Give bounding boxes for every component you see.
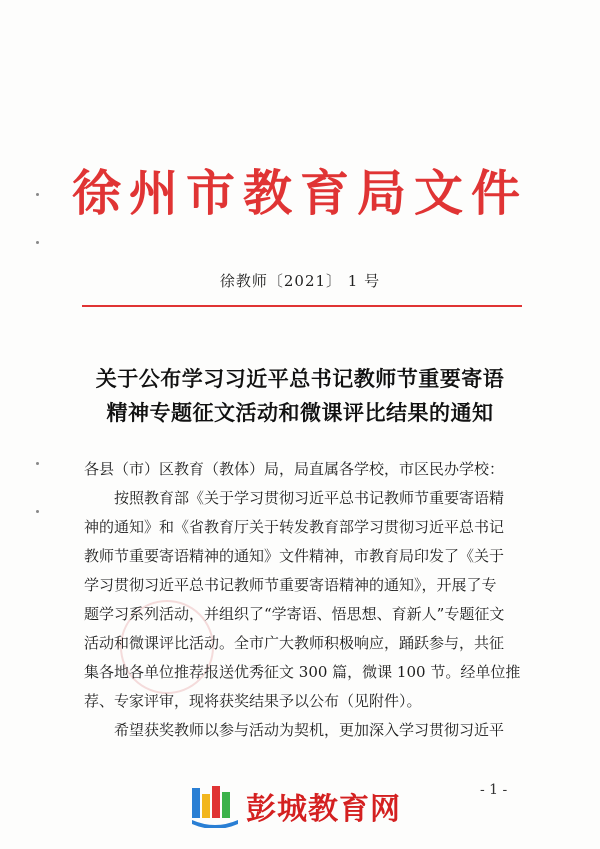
scan-speck bbox=[36, 462, 39, 465]
body-line: 教师节重要寄语精神的通知》文件精神，市教育局印发了《关于 bbox=[84, 547, 505, 565]
body-line: 题学习系列活动，并组织了“学寄语、悟思想、育新人”专题征文 bbox=[84, 605, 505, 623]
red-divider-line bbox=[82, 305, 522, 307]
page-number: - 1 - bbox=[480, 782, 508, 798]
body-line: 活动和微课评比活动。全市广大教师积极响应，踊跃参与，共征 bbox=[84, 634, 505, 652]
watermark-logo-text: 彭城教育网 bbox=[246, 792, 401, 827]
title-line-2: 精神专题征文活动和微课评比结果的通知 bbox=[106, 400, 494, 425]
body-line: 荐、专家评审，现将获奖结果予以公布（见附件）。 bbox=[84, 692, 422, 710]
scan-speck bbox=[36, 510, 39, 513]
body-line: 学习贯彻习近平总书记教师节重要寄语精神的通知》，开展了专 bbox=[84, 576, 497, 594]
book-logo-icon bbox=[190, 784, 240, 828]
document-title bbox=[0, 362, 600, 430]
body-paragraph-2: 希望获奖教师以参与活动为契机，更加深入学习贯彻习近平 bbox=[114, 721, 505, 739]
salutation: 各县（市）区教育（教体）局，局直属各学校，市区民办学校： bbox=[84, 460, 505, 478]
title-line-1: 关于公布学习习近平总书记教师节重要寄语 bbox=[95, 366, 505, 391]
site-watermark-logo bbox=[190, 780, 420, 832]
body-line: 神的通知》和《省教育厅关于转发教育部学习贯彻习近平总书记 bbox=[84, 518, 505, 536]
body-line: 集各地各单位推荐报送优秀征文 300 篇，微课 100 节。经单位推 bbox=[84, 663, 521, 681]
document-masthead: 徐州市教育局文件 bbox=[71, 164, 528, 222]
document-body bbox=[84, 455, 524, 745]
document-number: 徐教师〔2021〕 1 号 bbox=[219, 272, 381, 290]
body-line: 按照教育部《关于学习贯彻习近平总书记教师节重要寄语精 bbox=[114, 489, 505, 507]
scan-speck bbox=[36, 241, 39, 244]
